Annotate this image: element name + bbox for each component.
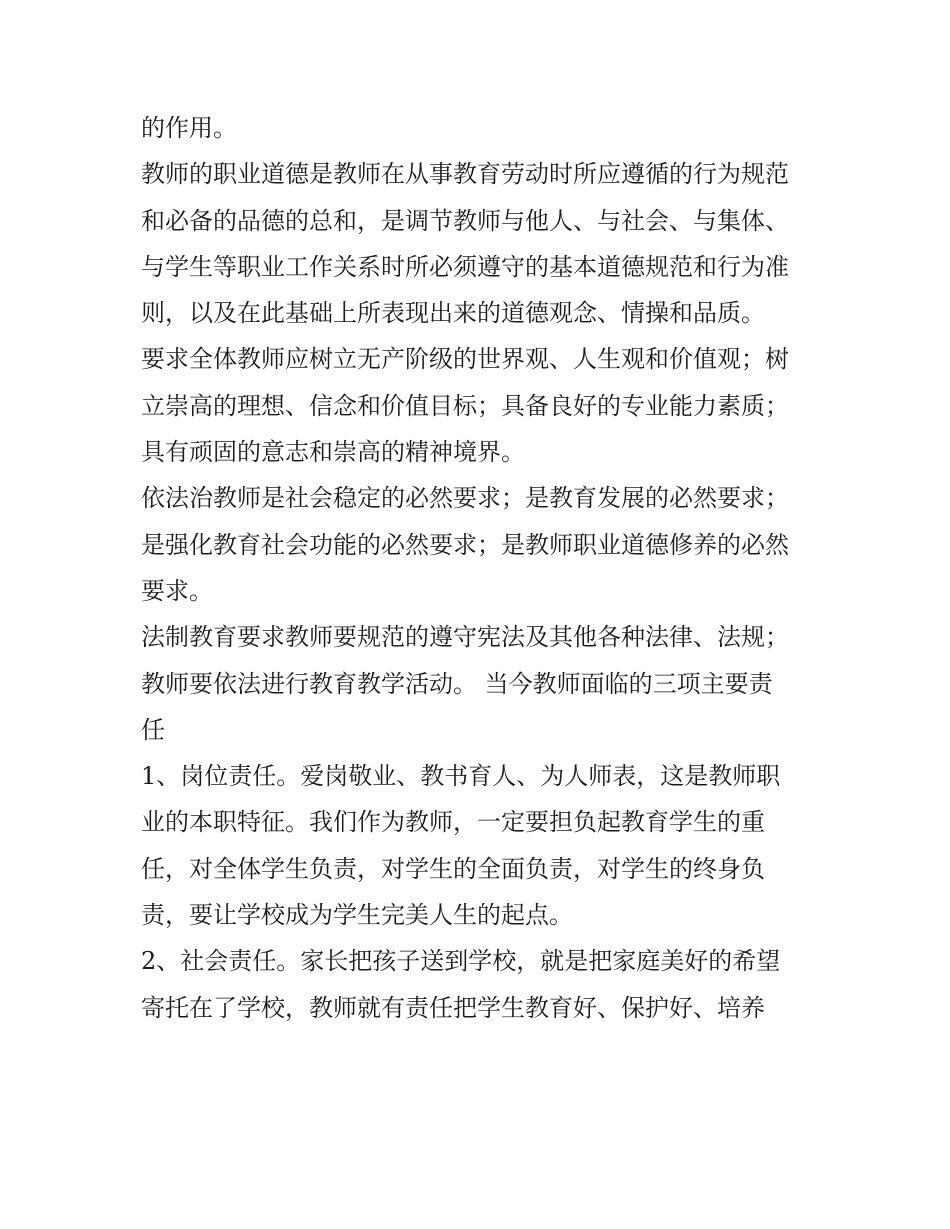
text-line: 法制教育要求教师要规范的遵守宪法及其他各种法律、法规；: [141, 623, 789, 652]
text-line: 责，要让学校成为学生完美人生的起点。: [141, 901, 573, 930]
text-line: 要求。: [141, 576, 213, 605]
text-line: 任: [141, 715, 165, 744]
text-line: 教师的职业道德是教师在从事教育劳动时所应遵循的行为规范: [141, 160, 789, 189]
text-line: 则，以及在此基础上所表现出来的道德观念、情操和品质。: [141, 299, 765, 328]
text-line: 业的本职特征。我们作为教师，一定要担负起教育学生的重: [141, 808, 765, 837]
text-line: 任，对全体学生负责，对学生的全面负责，对学生的终身负: [141, 854, 765, 883]
text-line: 2、社会责任。家长把孩子送到学校，就是把家庭美好的希望: [141, 947, 781, 976]
text-line: 具有顽固的意志和崇高的精神境界。: [141, 438, 525, 467]
text-line: 和必备的品德的总和，是调节教师与他人、与社会、与集体、: [141, 206, 789, 235]
body-text: [141, 105, 821, 1031]
text-line: 依法治教师是社会稳定的必然要求；是教育发展的必然要求；: [141, 484, 789, 513]
text-line: 立崇高的理想、信念和价值目标；具备良好的专业能力素质；: [141, 391, 789, 420]
text-line: 是强化教育社会功能的必然要求；是教师职业道德修养的必然: [141, 530, 789, 559]
text-line: 要求全体教师应树立无产阶级的世界观、人生观和价值观；树: [141, 345, 789, 374]
text-line: 1、岗位责任。爱岗敬业、教书育人、为人师表，这是教师职: [141, 762, 781, 791]
text-line: 寄托在了学校，教师就有责任把学生教育好、保护好、培养: [141, 993, 765, 1022]
text-line: 教师要依法进行教育教学活动。 当今教师面临的三项主要责: [141, 669, 773, 698]
text-line: 与学生等职业工作关系时所必须遵守的基本道德规范和行为准: [141, 252, 789, 281]
text-line: 的作用。: [141, 114, 237, 142]
